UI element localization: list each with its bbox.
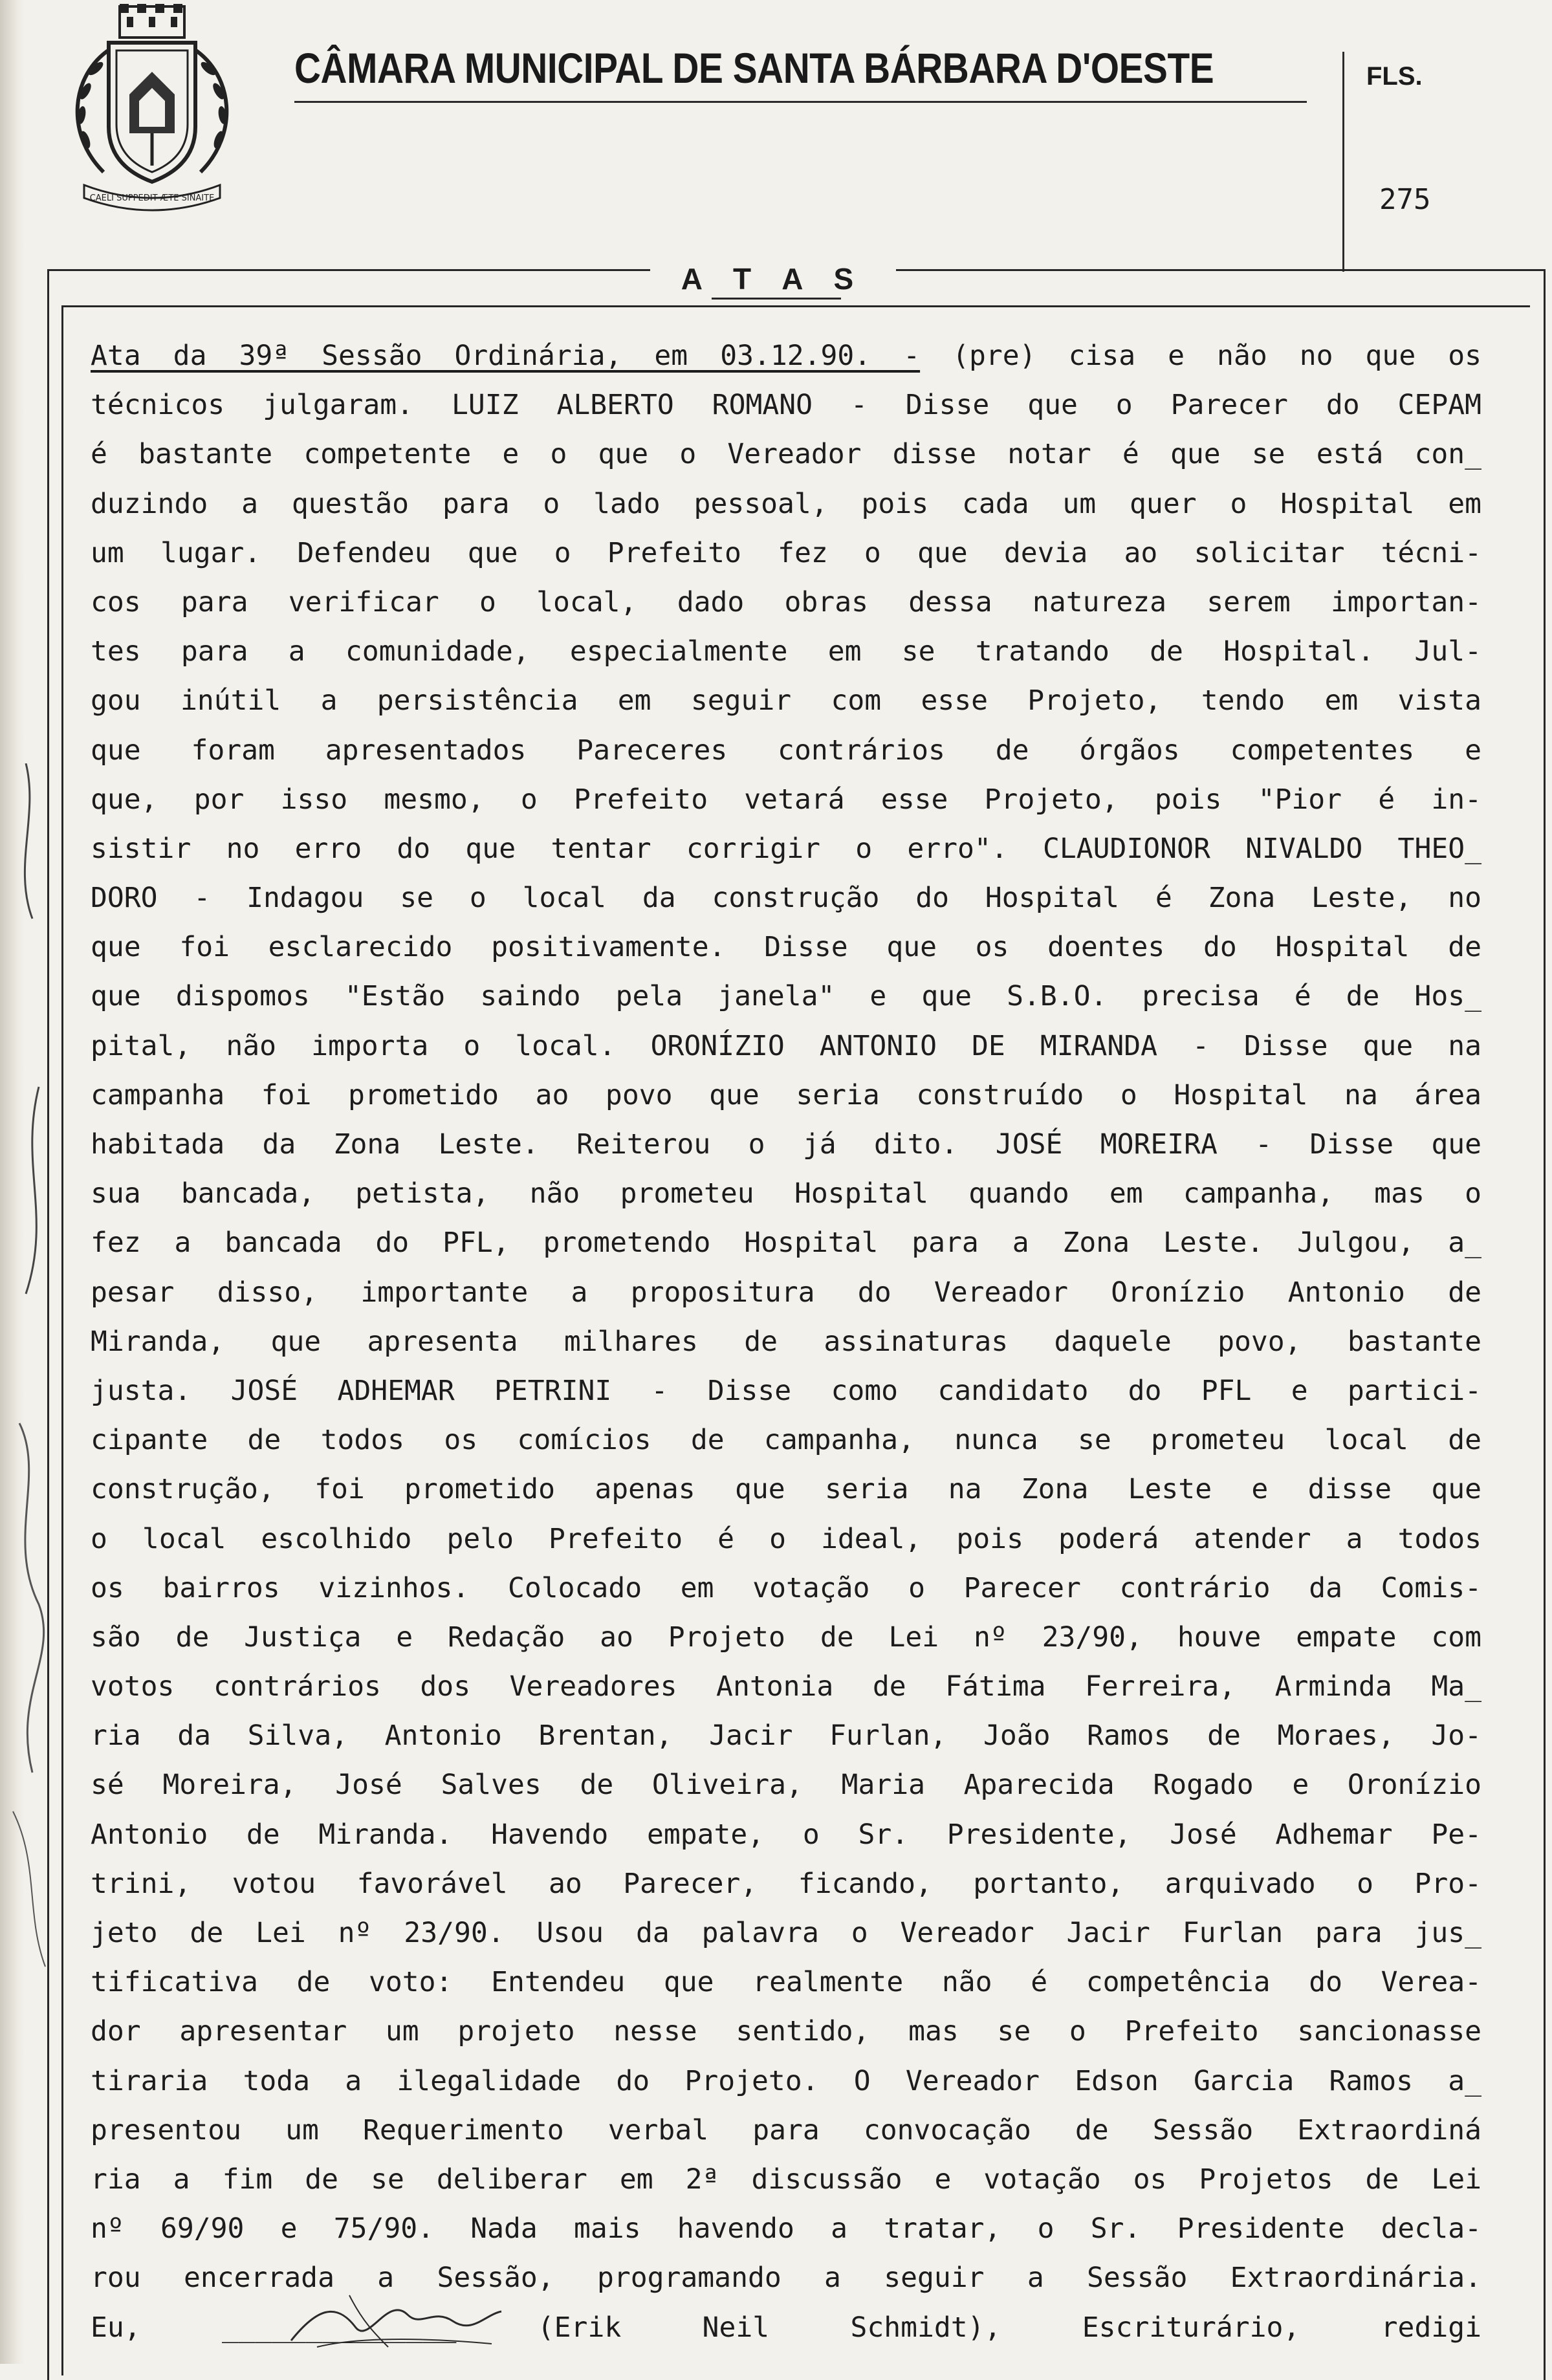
minutes-line: sé Moreira, José Salves de Oliveira, Maria Aparecida Rogado e Oronízio <box>91 1769 1481 1802</box>
minutes-line: ria da Silva, Antonio Brentan, Jacir Furlan, João Ramos de Moraes, Jo- <box>91 1719 1481 1752</box>
minutes-line: habitada da Zona Leste. Reiterou o já dito. JOSÉ MOREIRA - Disse que <box>91 1128 1481 1161</box>
minutes-line: técnicos julgaram. LUIZ ALBERTO ROMANO - Disse que o Parecer do CEPAM <box>91 389 1481 422</box>
chamber-name: CÂMARA MUNICIPAL DE SANTA BÁRBARA D'OESTE <box>294 44 1214 92</box>
minutes-line: que dispomos "Estão saindo pela janela" e que S.B.O. precisa é de Hos_ <box>91 980 1481 1013</box>
minutes-line: ria a fim de se deliberar em 2ª discussão e votação os Projetos de Lei <box>91 2163 1481 2196</box>
minutes-line: pesar disso, importante a propositura do Vereador Oronízio Antonio de <box>91 1276 1481 1309</box>
minutes-line: um lugar. Defendeu que o Prefeito fez o que devia ao solicitar técni- <box>91 536 1481 569</box>
minutes-line: Miranda, que apresenta milhares de assinaturas daquele povo, bastante <box>91 1325 1481 1358</box>
minutes-line: Antonio de Miranda. Havendo empate, o Sr. Presidente, José Adhemar Pe- <box>91 1818 1481 1851</box>
section-title-underline <box>712 298 841 300</box>
section-title: A T A S <box>681 262 866 296</box>
margin-handwriting <box>0 763 78 2316</box>
minutes-line: campanha foi prometido ao povo que seria construído o Hospital na área <box>91 1078 1481 1111</box>
minutes-line: presentou um Requerimento verbal para convocação de Sessão Extraordiná <box>91 2113 1481 2146</box>
minutes-line-1 <box>91 331 1481 380</box>
minutes-line: gou inútil a persistência em seguir com esse Projeto, tendo em vista <box>91 684 1481 717</box>
crest-motto: CAELI SUPPEDIT ÆTE SINAITE <box>89 193 215 203</box>
minutes-line: pital, não importa o local. ORONÍZIO ANTONIO DE MIRANDA - Disse que na <box>91 1029 1481 1062</box>
minutes-line: cipante de todos os comícios de campanha, nunca se prometeu local de <box>91 1424 1481 1457</box>
minutes-line: trini, votou favorável ao Parecer, ficando, portanto, arquivado o Pro- <box>91 1867 1481 1900</box>
minutes-line: o local escolhido pelo Prefeito é o ideal, pois poderá atender a todos <box>91 1522 1481 1555</box>
title-rule <box>294 101 1307 103</box>
minutes-line: os bairros vizinhos. Colocado em votação o Parecer contrário da Comis- <box>91 1571 1481 1604</box>
minutes-line: votos contrários dos Vereadores Antonia de Fátima Ferreira, Arminda Ma_ <box>91 1670 1481 1703</box>
minutes-line: são de Justiça e Redação ao Projeto de Lei nº 23/90, houve empate com <box>91 1621 1481 1654</box>
minutes-line: fez a bancada do PFL, prometendo Hospital para a Zona Leste. Julgou, a_ <box>91 1227 1481 1260</box>
minutes-line: que, por isso mesmo, o Prefeito vetará esse Projeto, pois "Pior é in- <box>91 783 1481 816</box>
minutes-line: rou encerrada a Sessão, programando a seguir a Sessão Extraordinária. <box>91 2262 1481 2295</box>
minutes-line-text: (pre) cisa e não no que os <box>920 340 1481 372</box>
minutes-body <box>91 331 1481 2352</box>
minutes-line-signature: Eu, ______________ (Erik Neil Schmidt), Escriturário, redigi <box>91 2311 1481 2344</box>
session-heading: Ata da 39ª Sessão Ordinária, em 03.12.90. - <box>91 340 921 372</box>
minutes-line: sua bancada, petista, não prometeu Hospital quando em campanha, mas o <box>91 1177 1481 1210</box>
minutes-line: tiraria toda a ilegalidade do Projeto. O Vereador Edson Garcia Ramos a_ <box>91 2064 1481 2097</box>
folio-label: FLS. <box>1366 62 1423 91</box>
minutes-line: que foi esclarecido positivamente. Disse que os doentes do Hospital de <box>91 931 1481 964</box>
minutes-line: nº 69/90 e 75/90. Nada mais havendo a tratar, o Sr. Presidente decla- <box>91 2212 1481 2245</box>
clerk-signature <box>278 2282 511 2360</box>
minutes-line: justa. JOSÉ ADHEMAR PETRINI - Disse como candidato do PFL e partici- <box>91 1374 1481 1407</box>
minutes-line: dor apresentar um projeto nesse sentido, mas se o Prefeito sancionasse <box>91 2015 1481 2048</box>
minutes-line: sistir no erro do que tentar corrigir o erro". CLAUDIONOR NIVALDO THEO_ <box>91 832 1481 865</box>
minutes-line: tificativa de voto: Entendeu que realmente não é competência do Verea- <box>91 1966 1481 1999</box>
folio-number: 275 <box>1379 183 1431 216</box>
header-divider <box>1342 52 1344 272</box>
municipal-crest-icon <box>58 4 246 214</box>
minutes-line: DORO - Indagou se o local da construção do Hospital é Zona Leste, no <box>91 882 1481 915</box>
minutes-line: jeto de Lei nº 23/90. Usou da palavra o Vereador Jacir Furlan para jus_ <box>91 1917 1481 1949</box>
minutes-line: que foram apresentados Pareceres contrários de órgãos competentes e <box>91 734 1481 767</box>
minutes-line: cos para verificar o local, dado obras dessa natureza serem importan- <box>91 585 1481 618</box>
minutes-line: é bastante competente e o que o Vereador disse notar é que se está con_ <box>91 438 1481 471</box>
minutes-line: duzindo a questão para o lado pessoal, pois cada um quer o Hospital em <box>91 487 1481 520</box>
minutes-line: construção, foi prometido apenas que seria na Zona Leste e disse que <box>91 1473 1481 1506</box>
minutes-line: tes para a comunidade, especialmente em se tratando de Hospital. Jul- <box>91 635 1481 668</box>
